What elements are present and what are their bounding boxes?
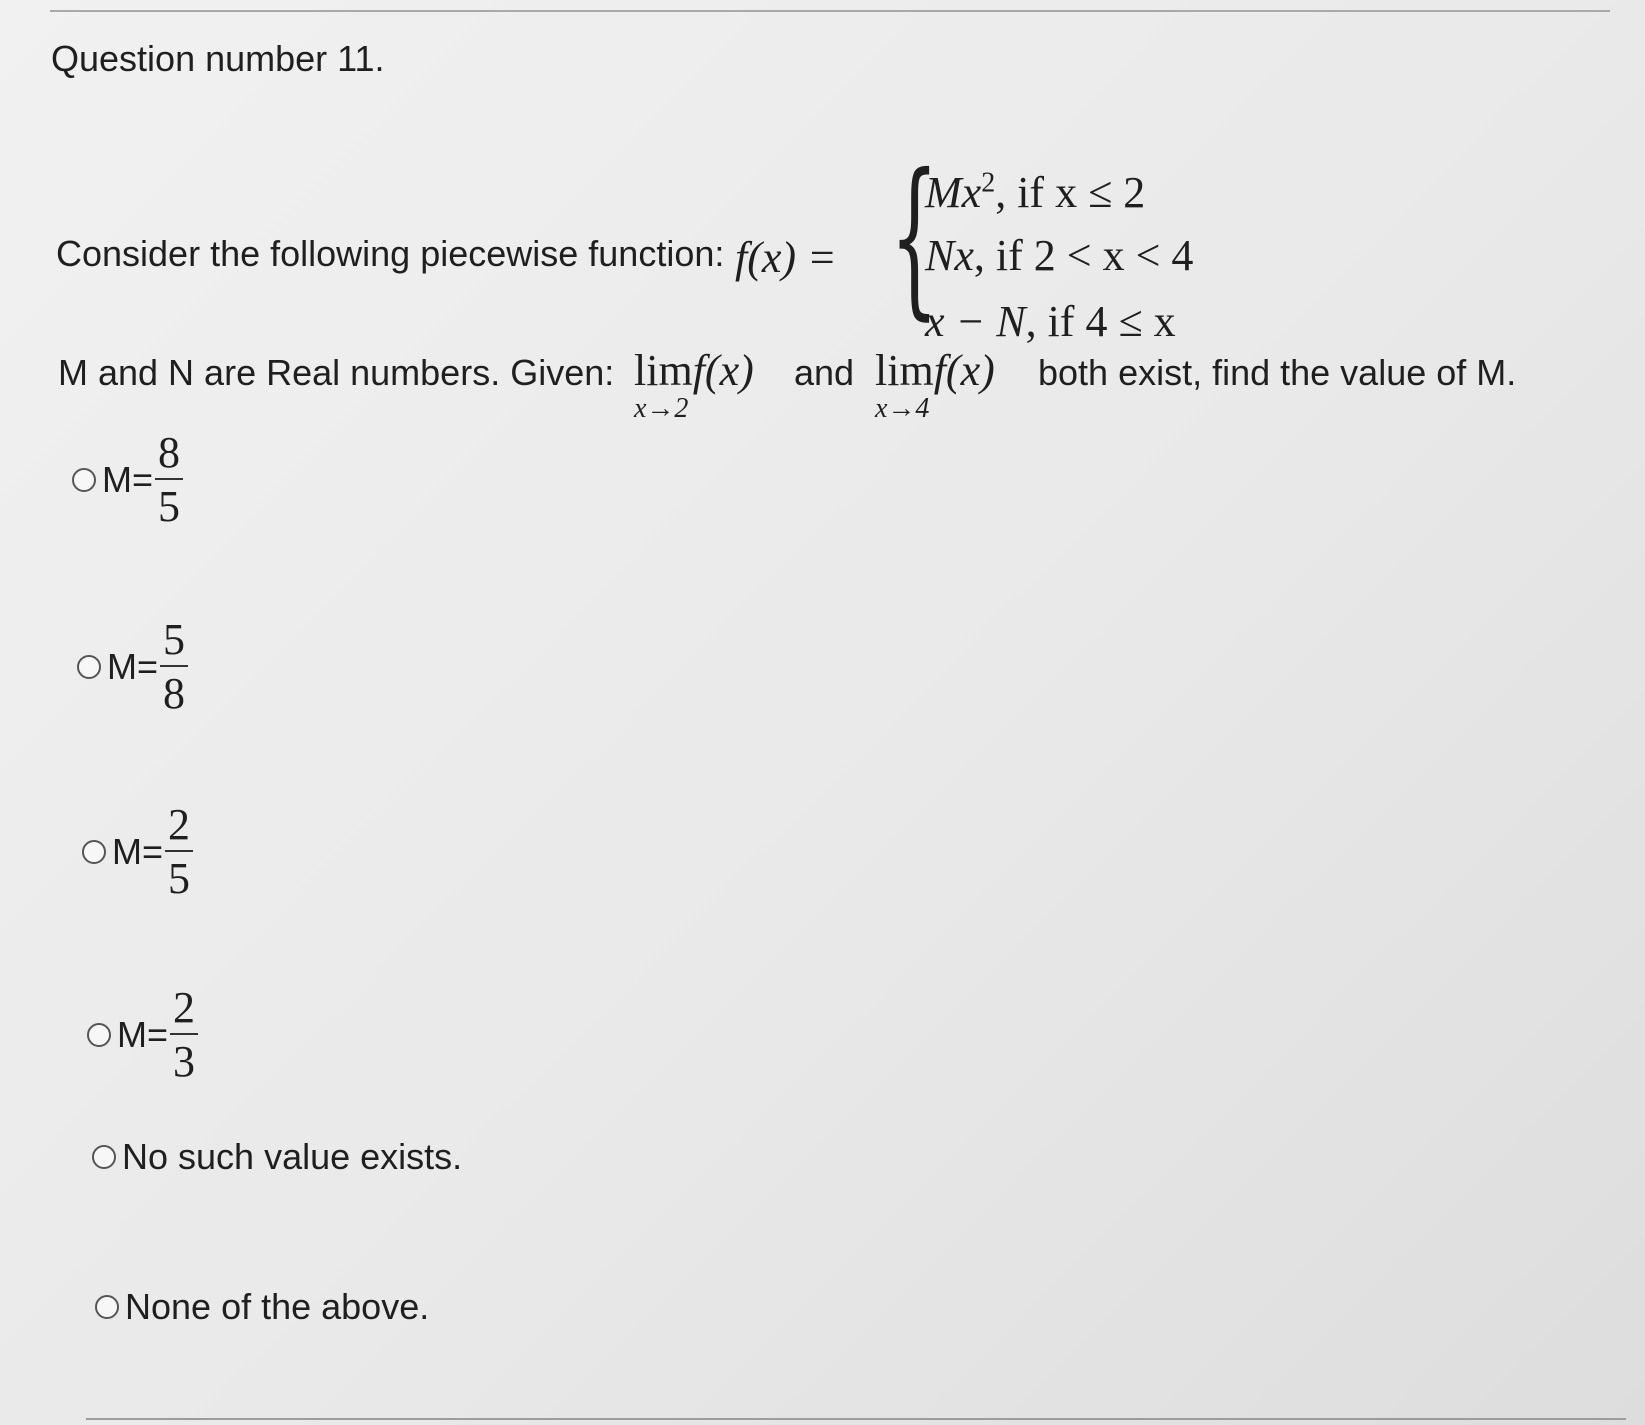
- given-tail: both exist, find the value of M.: [1038, 352, 1517, 393]
- radio-button[interactable]: [77, 655, 101, 679]
- option-fraction: $\frac{2}{5}$: [165, 803, 193, 901]
- option-prefix: M=: [107, 646, 159, 687]
- limit-1-subscript: x→2: [634, 393, 689, 424]
- case-2: Nx, if 2 < x < 4: [925, 231, 1194, 280]
- given-lead: M and N are Real numbers. Given:: [58, 352, 615, 393]
- option-m-5-8[interactable]: [77, 612, 188, 722]
- radio-button[interactable]: [92, 1145, 116, 1169]
- piecewise-brace: {: [890, 138, 939, 336]
- top-divider: [50, 10, 1610, 12]
- option-fraction: $\frac{8}{5}$: [155, 431, 183, 529]
- option-no-such-value[interactable]: [92, 1132, 462, 1182]
- case-3: x − N, if 4 ≤ x: [925, 297, 1176, 346]
- radio-button[interactable]: [95, 1295, 119, 1319]
- question-number: Question number 11.: [51, 38, 385, 79]
- limit-2: limf(x): [875, 346, 995, 395]
- option-m-2-3[interactable]: [87, 980, 198, 1090]
- limit-2-subscript: x→4: [875, 393, 930, 424]
- option-m-8-5[interactable]: [72, 425, 183, 535]
- option-m-2-5[interactable]: [82, 797, 193, 907]
- option-label: No such value exists.: [122, 1136, 463, 1177]
- function-name: f(x) =: [735, 233, 837, 282]
- case-1: Mx$^2$, if x ≤ 2: [925, 167, 1146, 217]
- option-fraction: $\frac{5}{8}$: [160, 618, 188, 716]
- radio-button[interactable]: [82, 840, 106, 864]
- bottom-divider: [86, 1418, 1626, 1420]
- option-prefix: M=: [102, 459, 154, 500]
- option-none-of-above[interactable]: [95, 1282, 429, 1332]
- limit-1: limf(x): [634, 346, 754, 395]
- radio-button[interactable]: [87, 1023, 111, 1047]
- radio-button[interactable]: [72, 468, 96, 492]
- question-intro: Consider the following piecewise function:: [56, 233, 725, 274]
- option-prefix: M=: [112, 831, 164, 872]
- option-prefix: M=: [117, 1014, 169, 1055]
- option-label: None of the above.: [125, 1286, 430, 1327]
- and-word: and: [794, 352, 855, 393]
- option-fraction: $\frac{2}{3}$: [170, 986, 198, 1084]
